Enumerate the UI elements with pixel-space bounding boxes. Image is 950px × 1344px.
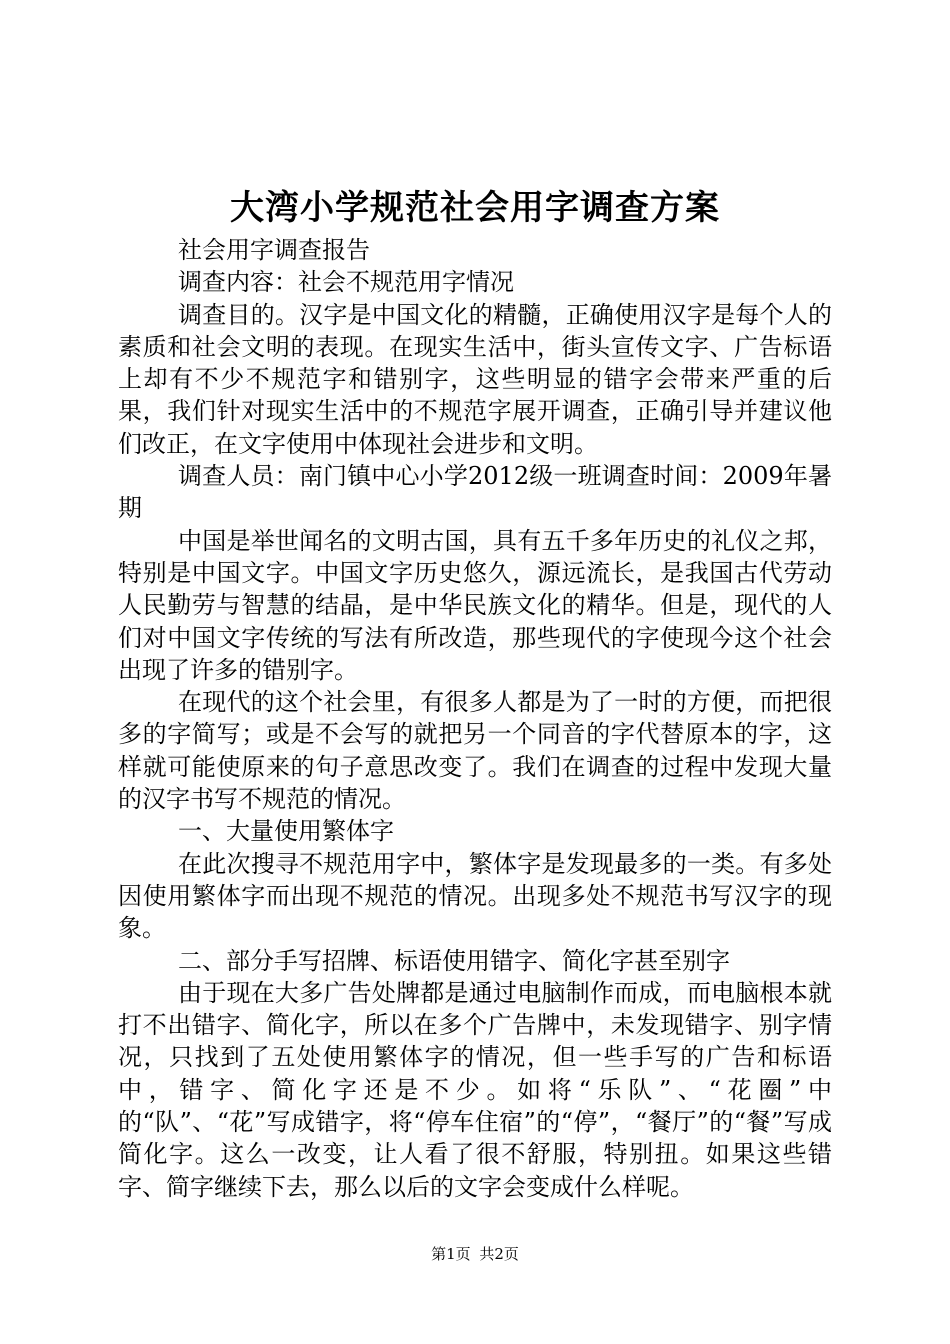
document-body [118,234,832,1203]
page-footer [0,1244,950,1264]
section-heading-1: 一、大量使用繁体字 [178,817,394,846]
page-number: 第1页 [431,1245,471,1263]
paragraph-intro: 中国是举世闻名的文明古国，具有五千多年历史的礼仪之邦，特别是中国文字。中国文字历史悠久，源远流长，是我国古代劳动人民勤劳与智慧的结晶，是中华民族文化的精华。但是，现代的人们对中国文字传统的写法有所改造，那些现代的字使现今这个社会出现了许多的错别字。 [118,526,832,684]
document-title: 大湾小学规范社会用字调查方案 [230,188,720,228]
page-total: 共2页 [479,1245,519,1263]
paragraph-survey-purpose: 调查目的。汉字是中国文化的精髓，正确使用汉字是每个人的素质和社会文明的表现。在现实生活中，街头宣传文字、广告标语上却有不少不规范字和错别字，这些明显的错字会带来严重的后果，我们针对现实生活中的不规范字展开调查，正确引导并建议他们改正，在文字使用中体现社会进步和文明。 [118,300,832,458]
paragraph-survey-staff: 调查人员：南门镇中心小学2012级一班调查时间：2009年暑期 [118,462,832,523]
paragraph-survey-content: 调查内容：社会不规范用字情况 [178,268,514,297]
paragraph-handwritten-signs: 由于现在大多广告处牌都是通过电脑制作而成，而电脑根本就打不出错字、简化字，所以在多个广告牌中，未发现错字、别字情况，只找到了五处使用繁体字的情况，但一些手写的广告和标语中，错字、简化字还是不少。如将“乐队”、“花圈”中的“队”、“花”写成错字，将“停车住宿”的“停”，“餐厅”的“餐”写成简化字。这么一改变，让人看了很不舒服，特别扭。如果这些错字、简字继续下去，那么以后的文字会变成什么样呢。 [118,978,832,1201]
paragraph-report-heading: 社会用字调查报告 [178,236,370,264]
section-heading-2: 二、部分手写招牌、标语使用错字、简化字甚至别字 [178,946,730,975]
paragraph-traditional-chars: 在此次搜寻不规范用字中，繁体字是发现最多的一类。有多处因使用繁体字而出现不规范的情况。出现多处不规范书写汉字的现象。 [118,849,832,943]
paragraph-modern-society: 在现代的这个社会里，有很多人都是为了一时的方便，而把很多的字简写；或是不会写的就把另一个同音的字代替原本的字，这样就可能使原来的句子意思改变了。我们在调查的过程中发现大量的汉字书写不规范的情况。 [118,688,832,814]
